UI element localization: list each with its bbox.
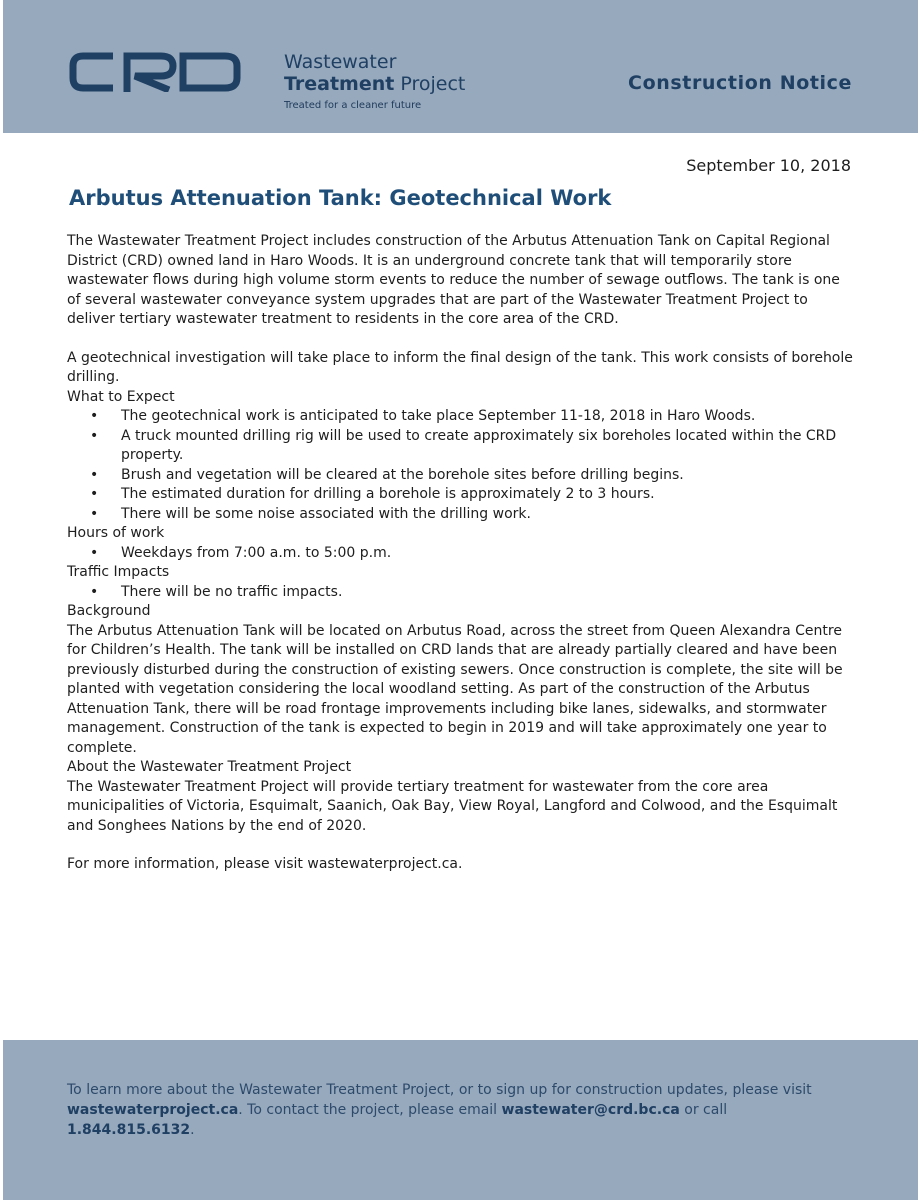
what-to-expect-list [67,407,857,524]
footer-text-part: or call [679,1102,728,1118]
footer-phone: 1.844.815.6132 [67,1122,191,1138]
footer-contact-text [67,1080,857,1140]
tagline: Treated for a cleaner future [284,100,422,111]
list-item: • There will be some noise associated with the drilling work. [67,505,857,525]
list-item: • Weekdays from 7:00 a.m. to 5:00 p.m. [67,544,857,564]
background-heading: Background [67,603,151,619]
list-item: • The estimated duration for drilling a borehole is approximately 2 to 3 hours. [67,485,857,505]
list-item: • A truck mounted drilling rig will be used to create approximately six boreholes located within the CRD property. [67,427,857,466]
notice-body [67,232,857,875]
footer-text-part: . [190,1122,195,1138]
what-to-expect-heading: What to Expect [67,388,175,405]
header-band [3,0,918,133]
project-title-line2 [284,73,465,95]
notice-date: September 10, 2018 [686,156,851,175]
footer-band [3,1040,918,1200]
project-title-bold: Treatment [284,73,395,95]
document-title: Arbutus Attenuation Tank: Geotechnical Work [69,186,612,210]
about-project-paragraph: The Wastewater Treatment Project will provide tertiary treatment for wastewater from the core area municipalities of Victoria, Esquimalt, Saanich, Oak Bay, View Royal, Langford and Colwood, and the Esquimalt and Songhees Nations by the end of 2020. [67,778,838,834]
crd-logo [69,52,241,92]
traffic-impacts-list [67,583,857,603]
footer-text-part: To learn more about the Wastewater Treatment Project, or to sign up for construction updates, please visit [67,1082,812,1098]
more-info-paragraph: For more information, please visit wastewaterproject.ca. [67,856,463,872]
list-item: • There will be no traffic impacts. [67,583,857,603]
hours-of-work-list [67,544,857,564]
list-item: • Brush and vegetation will be cleared at the borehole sites before drilling begins. [67,466,857,486]
traffic-impacts-heading: Traffic Impacts [67,564,170,580]
investigation-paragraph: A geotechnical investigation will take place to inform the final design of the tank. This work consists of borehole drilling. [67,349,853,385]
about-project-heading: About the Wastewater Treatment Project [67,759,352,775]
background-paragraph: The Arbutus Attenuation Tank will be located on Arbutus Road, across the street from Queen Alexandra Centre for Children’s Health. The tank will be installed on CRD lands that are already partially cleared and have been previously disturbed during the construction of existing sewers. Once construction is complete, the site will be planted with vegetation considering the local woodland setting. As part of the construction of the Arbutus Attenuation Tank, there will be road frontage improvements including bike lanes, sidewalks, and stormwater management. Construction of the tank is expected to begin in 2019 and will take approximately one year to complete. [67,622,843,756]
project-title [284,51,465,112]
hours-of-work-heading: Hours of work [67,525,165,541]
intro-paragraph: The Wastewater Treatment Project includes construction of the Arbutus Attenuation Tank on Capital Regional District (CRD) owned land in Haro Woods. It is an underground concrete tank that will temporarily store wastewater flows during high volume storm events to reduce the number of sewage outflows. The tank is one of several wastewater conveyance system upgrades that are part of the Wastewater Treatment Project to deliver tertiary wastewater treatment to residents in the core area of the CRD. [67,233,840,327]
list-item: • The geotechnical work is anticipated to take place September 11-18, 2018 in Haro Woods. [67,407,857,427]
project-title-rest: Project [394,73,466,95]
footer-email-link[interactable]: wastewater@crd.bc.ca [501,1102,680,1118]
footer-website-link[interactable]: wastewaterproject.ca [67,1102,239,1118]
construction-notice-label: Construction Notice [628,72,852,94]
project-title-line1: Wastewater [284,51,397,73]
footer-text-part: . To contact the project, please email [238,1102,502,1118]
